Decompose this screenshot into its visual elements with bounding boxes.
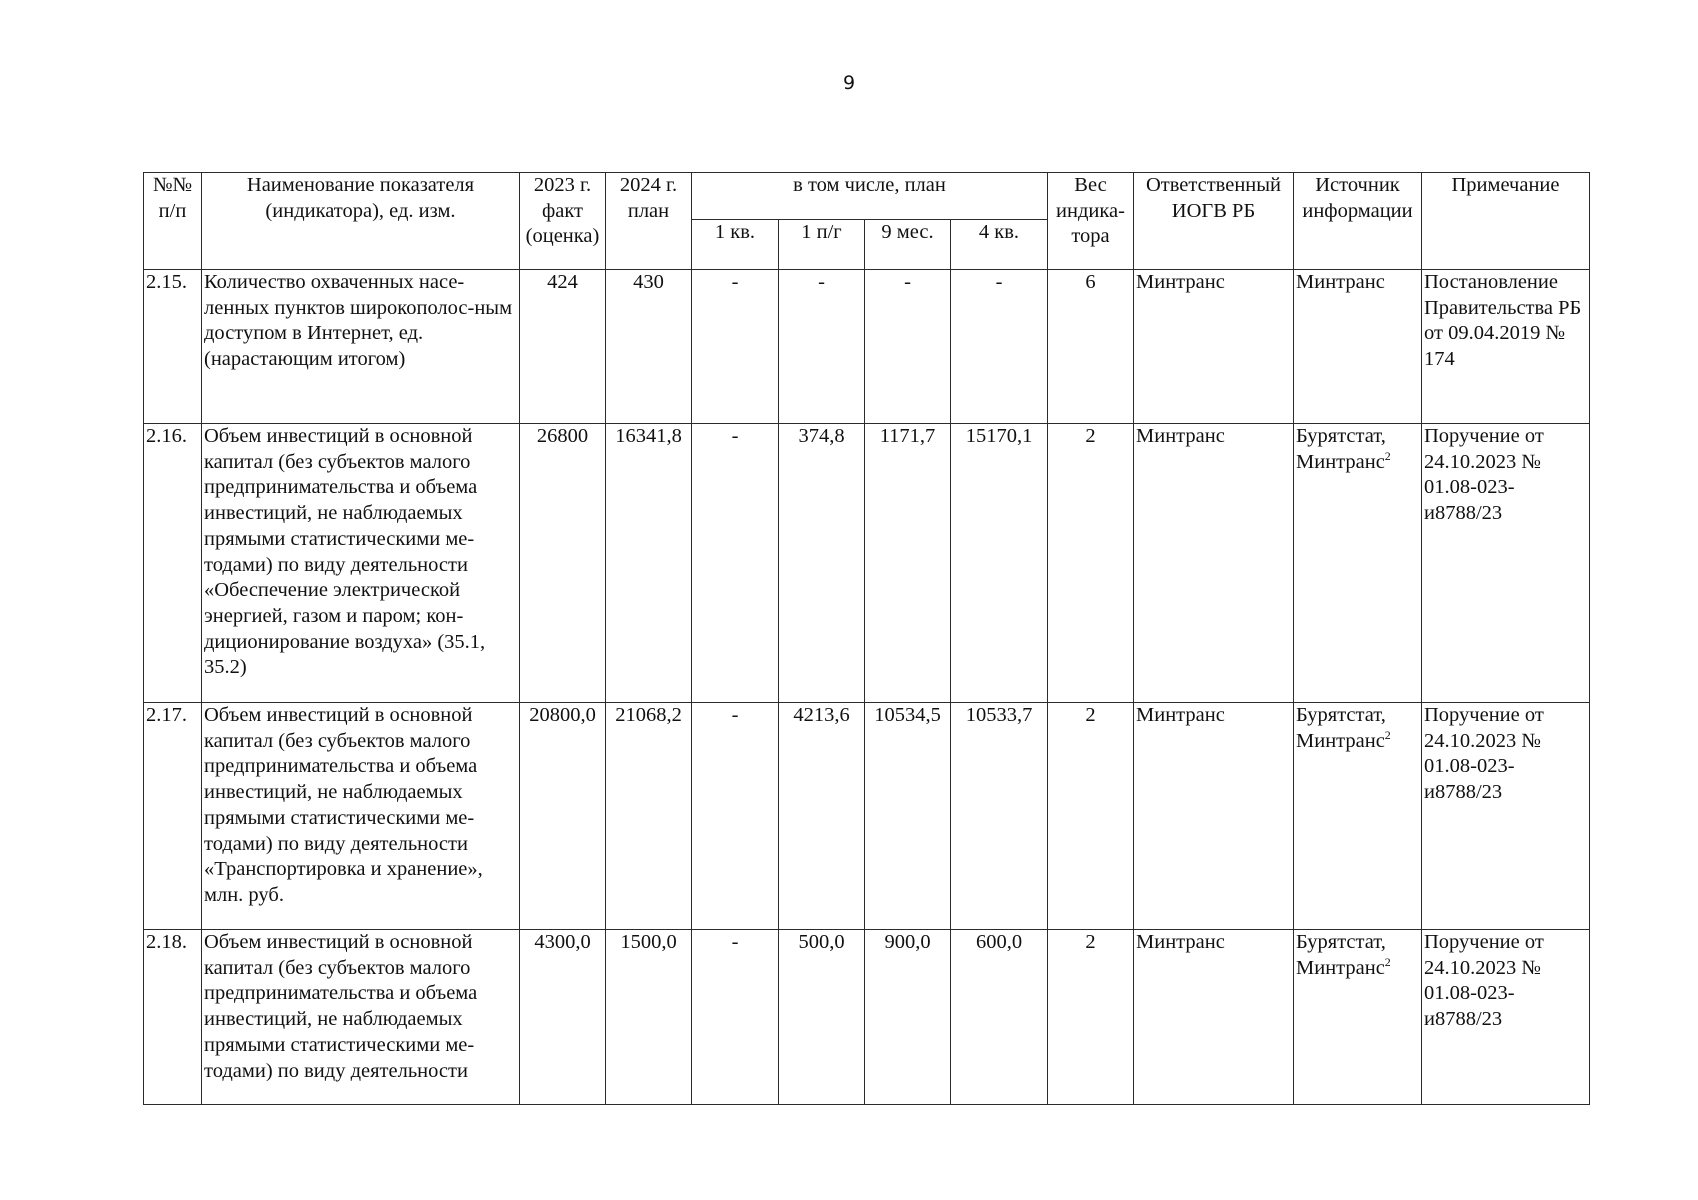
table-row [144, 930, 1590, 1105]
row-q1: - [692, 703, 779, 930]
row-source-footnote: 2 [1384, 448, 1391, 463]
table-row [144, 424, 1590, 703]
row-note: Поручение от 24.10.2023 № 01.08-023-и8788/23 [1422, 424, 1590, 703]
header-fact-2023: 2023 г. факт (оценка) [520, 173, 606, 270]
row-num: 2.16. [144, 424, 202, 703]
row-plan-2024: 21068,2 [606, 703, 692, 930]
row-fact-2023: 424 [520, 270, 606, 424]
row-source [1294, 703, 1422, 930]
row-name: Количество охваченных насе-ленных пунктов широкополос-ным доступом в Интернет, ед. (нарастающим итогом) [202, 270, 520, 424]
row-source-footnote: 2 [1384, 954, 1391, 969]
row-source-text: Бурятстат, Минтранс [1296, 425, 1386, 473]
row-name: Объем инвестиций в основной капитал (без субъектов малого предпринимательства и объема инвестиций, не наблюдаемых прямыми статистическими ме-тодами) по виду деятельности «Транспортировка и хранение», млн. руб. [202, 703, 520, 930]
header-responsible: Ответственный ИОГВ РБ [1134, 173, 1294, 270]
row-source [1294, 424, 1422, 703]
header-num: №№ п/п [144, 173, 202, 270]
row-responsible: Минтранс [1134, 424, 1294, 703]
row-q4: 600,0 [951, 930, 1048, 1105]
row-num: 2.17. [144, 703, 202, 930]
row-9m: 900,0 [865, 930, 951, 1105]
row-h1: - [779, 270, 865, 424]
header-q4: 4 кв. [951, 220, 1048, 270]
row-plan-2024: 16341,8 [606, 424, 692, 703]
row-source-text: Бурятстат, Минтранс [1296, 931, 1386, 979]
row-responsible: Минтранс [1134, 270, 1294, 424]
row-source [1294, 270, 1422, 424]
row-num: 2.15. [144, 270, 202, 424]
row-note: Постановление Правительства РБ от 09.04.2019 № 174 [1422, 270, 1590, 424]
row-weight: 2 [1048, 424, 1134, 703]
row-9m: 1171,7 [865, 424, 951, 703]
row-weight: 2 [1048, 703, 1134, 930]
row-q1: - [692, 270, 779, 424]
table-row [144, 270, 1590, 424]
row-source-footnote: 2 [1384, 727, 1391, 742]
header-incl-plan: в том числе, план [692, 173, 1048, 220]
row-note: Поручение от 24.10.2023 № 01.08-023-и8788/23 [1422, 930, 1590, 1105]
row-weight: 6 [1048, 270, 1134, 424]
header-note: Примечание [1422, 173, 1590, 270]
row-num: 2.18. [144, 930, 202, 1105]
row-9m: 10534,5 [865, 703, 951, 930]
row-q1: - [692, 930, 779, 1105]
header-q1: 1 кв. [692, 220, 779, 270]
indicators-table [143, 172, 1590, 1105]
row-plan-2024: 1500,0 [606, 930, 692, 1105]
row-responsible: Минтранс [1134, 930, 1294, 1105]
row-source [1294, 930, 1422, 1105]
header-row [144, 173, 1590, 220]
row-q4: - [951, 270, 1048, 424]
header-plan-2024: 2024 г. план [606, 173, 692, 270]
row-name: Объем инвестиций в основной капитал (без субъектов малого предпринимательства и объема инвестиций, не наблюдаемых прямыми статистическими ме-тодами) по виду деятельности [202, 930, 520, 1105]
row-q1: - [692, 424, 779, 703]
row-h1: 4213,6 [779, 703, 865, 930]
table-row [144, 703, 1590, 930]
header-h1: 1 п/г [779, 220, 865, 270]
page-number: 9 [842, 72, 856, 94]
header-9m: 9 мес. [865, 220, 951, 270]
row-q4: 15170,1 [951, 424, 1048, 703]
row-h1: 500,0 [779, 930, 865, 1105]
row-source-text: Бурятстат, Минтранс [1296, 704, 1386, 752]
row-name: Объем инвестиций в основной капитал (без субъектов малого предпринимательства и объема инвестиций, не наблюдаемых прямыми статистическими ме-тодами) по виду деятельности «Обеспечение электрической энергией, газом и паром; кон-диционирование воздуха» (35.1, 35.2) [202, 424, 520, 703]
row-weight: 2 [1048, 930, 1134, 1105]
row-9m: - [865, 270, 951, 424]
row-q4: 10533,7 [951, 703, 1048, 930]
row-responsible: Минтранс [1134, 703, 1294, 930]
row-source-text: Минтранс [1296, 271, 1385, 293]
row-plan-2024: 430 [606, 270, 692, 424]
row-h1: 374,8 [779, 424, 865, 703]
header-name: Наименование показателя (индикатора), ед. изм. [202, 173, 520, 270]
row-note: Поручение от 24.10.2023 № 01.08-023-и8788/23 [1422, 703, 1590, 930]
header-source: Источник информации [1294, 173, 1422, 270]
row-fact-2023: 26800 [520, 424, 606, 703]
header-weight: Вес индика-тора [1048, 173, 1134, 270]
row-fact-2023: 20800,0 [520, 703, 606, 930]
row-fact-2023: 4300,0 [520, 930, 606, 1105]
